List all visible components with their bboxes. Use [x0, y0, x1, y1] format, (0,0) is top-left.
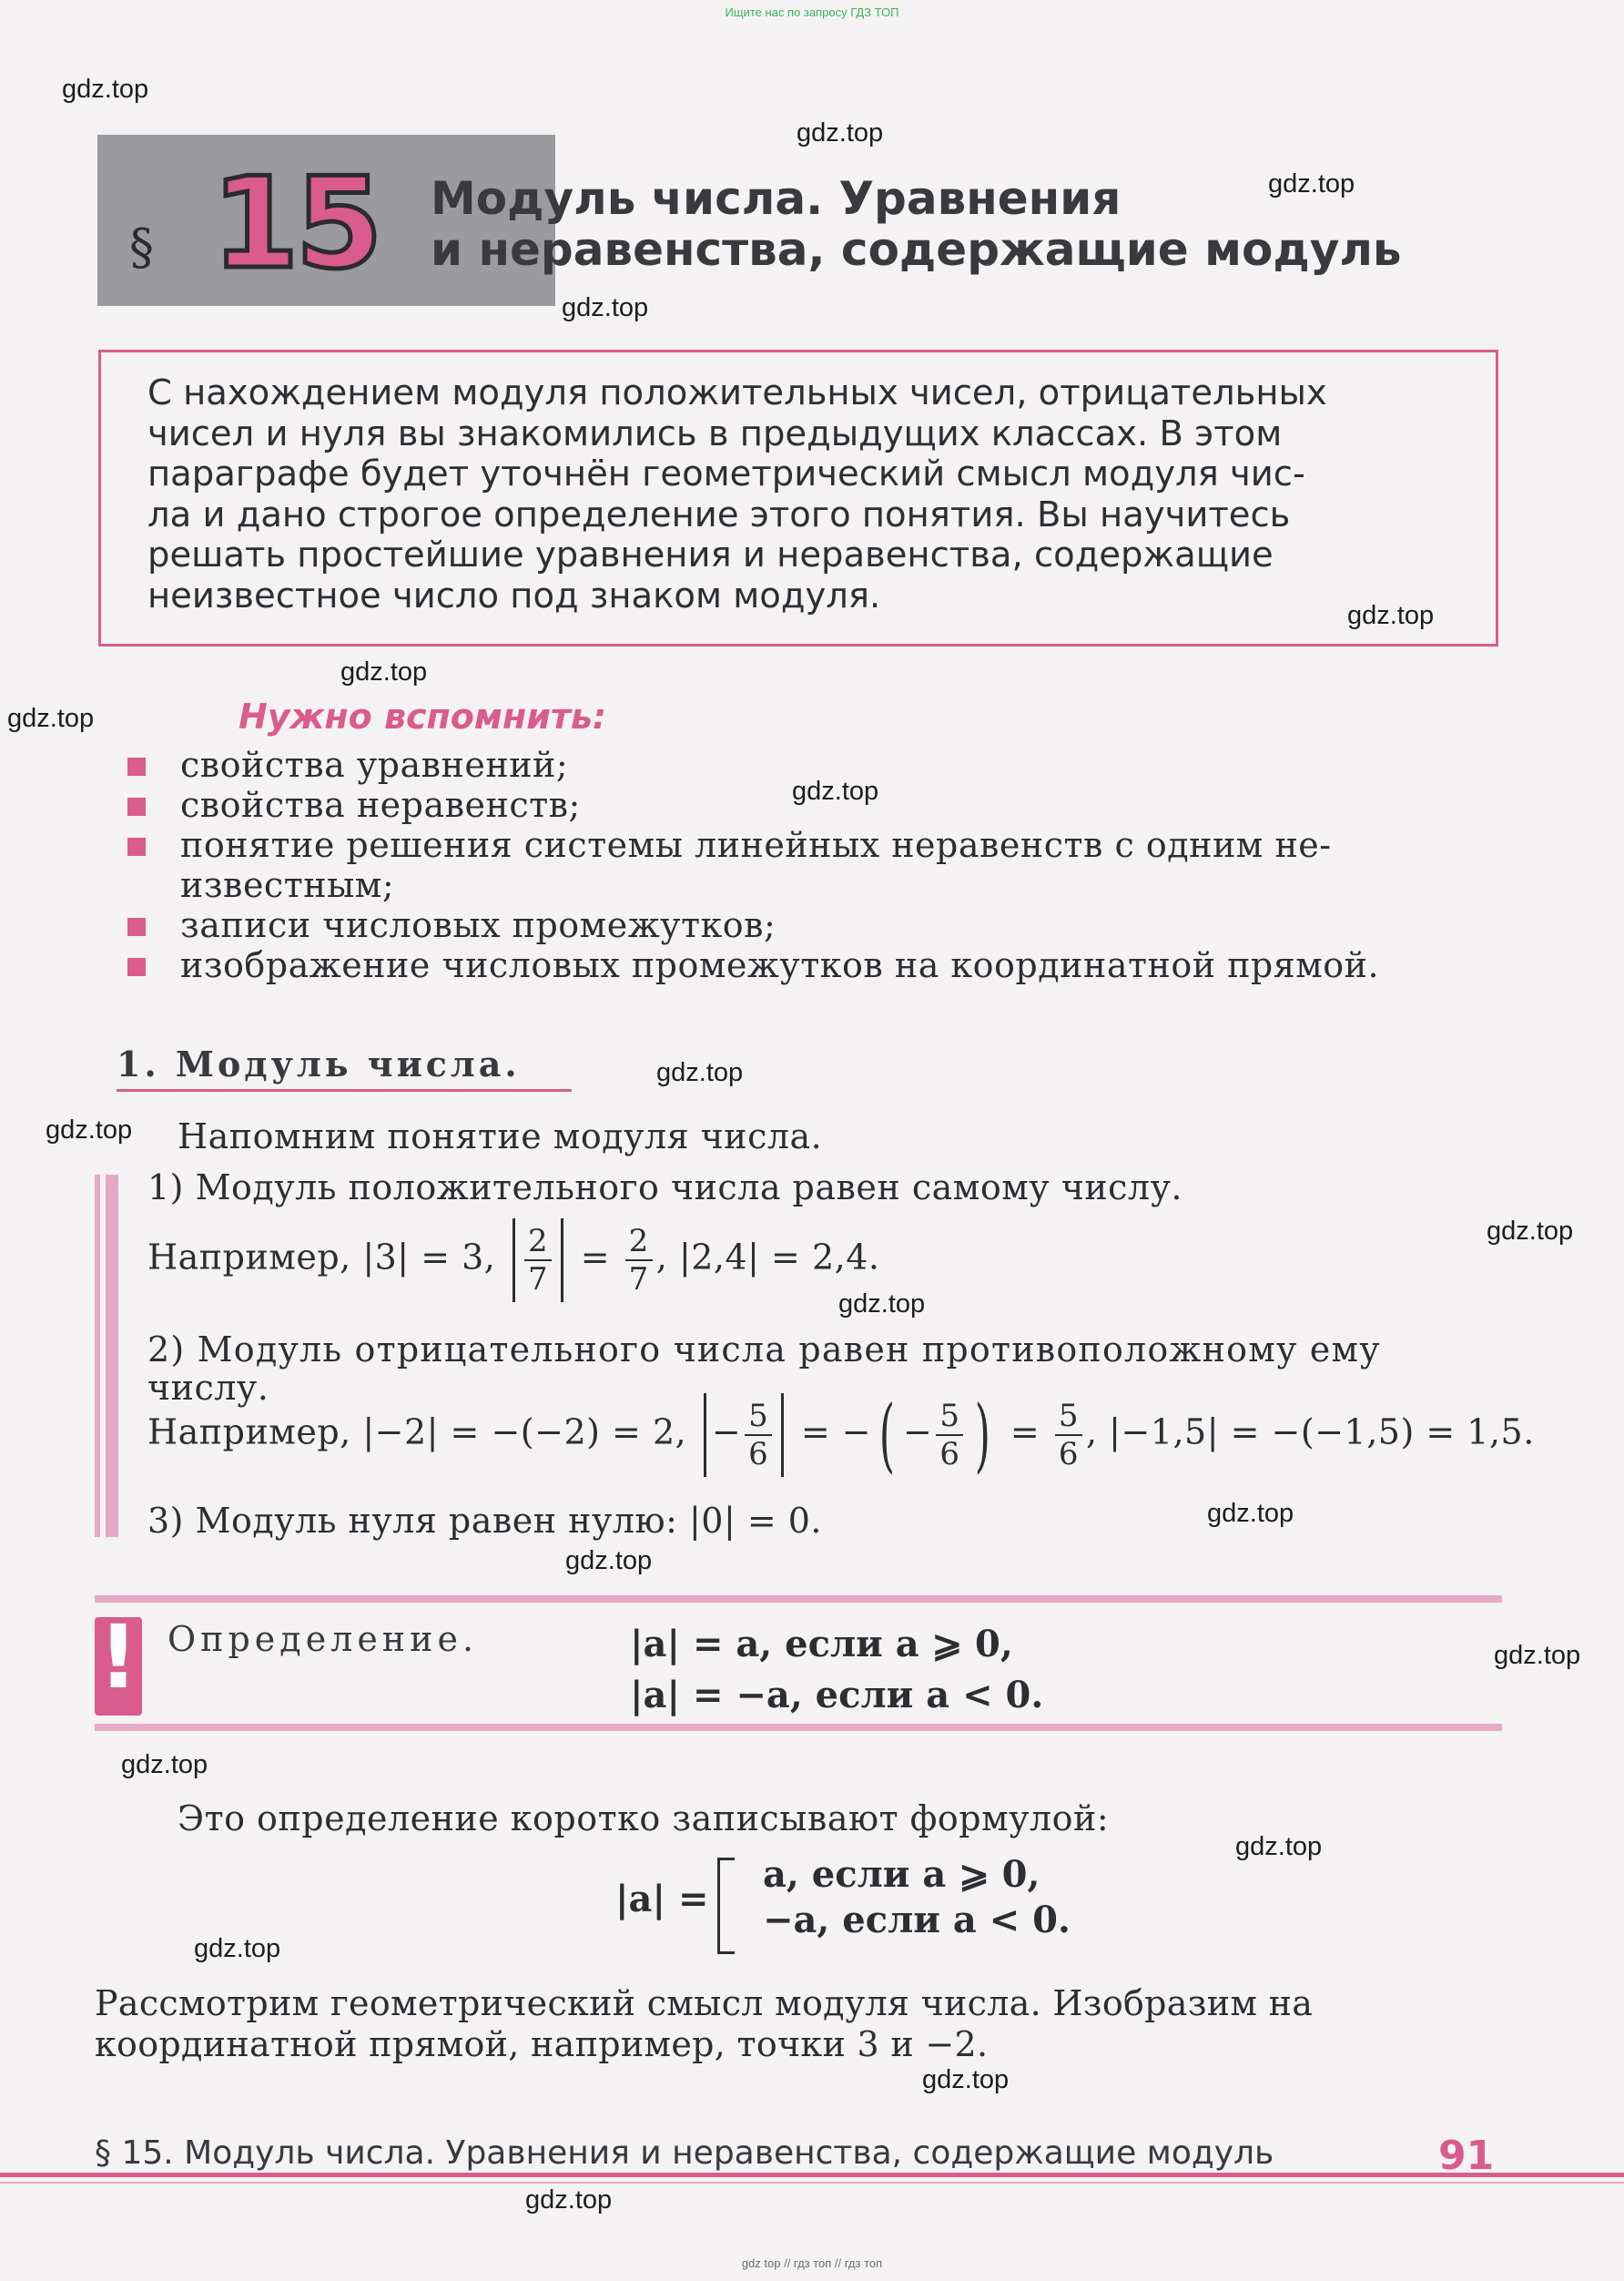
list-item-continuation: известным; — [180, 865, 395, 905]
definition-label: Определение. — [167, 1619, 479, 1659]
abs-bar — [781, 1393, 784, 1477]
section-title-line2: и неравенства, содержащие модуль — [431, 223, 1402, 276]
running-footer: § 15. Модуль числа. Уравнения и неравенства, содержащие модуль — [95, 2134, 1274, 2172]
exclamation-glyph: ! — [98, 1606, 138, 1708]
recall-text: Напомним понятие модуля числа. — [178, 1116, 823, 1156]
example-1: Например, |3| = 3, $\frac{2}{7}$ = $\frac{2}{7}$ , |2,4| = 2,4. — [147, 1218, 880, 1302]
intro-line: параграфе будет уточнён геометрический смысл модуля чис- — [147, 453, 1305, 495]
geometric-meaning-text — [95, 1983, 1500, 2065]
definition-band-top — [95, 1595, 1502, 1603]
bullet-icon — [127, 758, 146, 776]
section-symbol: § — [129, 219, 154, 276]
formula-cases — [763, 1852, 1071, 1943]
watermark: gdz.top — [922, 2065, 1010, 2094]
intro-line: чисел и нуля вы знакомились в предыдущих классах. В этом — [147, 412, 1283, 454]
list-item: свойства уравнений; — [127, 745, 1502, 785]
section-number: 15 — [211, 150, 380, 297]
watermark: gdz.top — [1235, 1832, 1323, 1861]
fraction: $\frac{2}{7}$ — [524, 1223, 552, 1298]
watermark: gdz.top — [340, 657, 428, 687]
fraction: $\frac{5}{6}$ — [745, 1398, 772, 1472]
intro-line: С нахождением модуля положительных чисел, отрицательных — [147, 372, 1327, 413]
left-paren: ( — [878, 1388, 896, 1482]
watermark: gdz.top — [797, 118, 884, 148]
rule-sidebar-thick — [106, 1175, 118, 1537]
section-title — [431, 173, 1523, 275]
definition-band-bottom — [95, 1724, 1502, 1731]
fraction: $\frac{5}{6}$ — [936, 1398, 963, 1472]
top-notice: Ищите нас по запросу ГДЗ ТОП — [725, 5, 899, 19]
watermark: gdz.top — [1494, 1641, 1581, 1670]
intro-line: решать простейшие уравнения и неравенства, содержащие — [147, 535, 1274, 576]
example-2: Например, |−2| = −(−2) = 2, − $\frac{5}{6}$ = −( − $\frac{5}{6}$ ) = $\frac{5}{6}$ , |−1,5| = −(−1,5) = 1,5. — [147, 1388, 1535, 1482]
abs-bar — [704, 1393, 706, 1477]
abs-bar — [513, 1218, 515, 1302]
watermark: gdz.top — [1268, 169, 1355, 199]
bullet-icon — [127, 958, 146, 976]
formula-lhs: |a| = — [615, 1878, 709, 1920]
rule-3: 3) Модуль нуля равен нулю: |0| = 0. — [147, 1501, 823, 1541]
formula-case1: a, если a ⩾ 0, — [763, 1853, 1040, 1896]
intro-line: ла и дано строгое определение этого понятия. Вы научитесь — [147, 494, 1291, 535]
list-item: понятие решения системы линейных неравенств с одним не- — [127, 825, 1502, 865]
fraction: $\frac{5}{6}$ — [1055, 1398, 1082, 1472]
case-brace — [717, 1858, 735, 1954]
bullet-icon — [127, 798, 146, 816]
definition-formula — [630, 1619, 1043, 1721]
watermark: gdz.top — [1487, 1217, 1574, 1246]
list-item: свойства неравенств; — [127, 785, 1502, 825]
footer-rule — [0, 2173, 1624, 2177]
bottom-notice: gdz top // гдз топ // гдз топ — [741, 2256, 883, 2270]
watermark: gdz.top — [562, 293, 649, 322]
watermark: gdz.top — [656, 1058, 744, 1087]
page-number: 91 — [1438, 2133, 1495, 2179]
definition-line1: |a| = a, если a ⩾ 0, — [630, 1623, 1013, 1665]
watermark: gdz.top — [194, 1934, 281, 1963]
watermark: gdz.top — [792, 777, 879, 806]
geometric-line1: Рассмотрим геометрический смысл модуля числа. Изобразим на — [95, 1983, 1314, 2023]
intro-line: неизвестное число под знаком модуля. — [147, 575, 881, 616]
formula-intro: Это определение коротко записывают формулой: — [178, 1798, 1110, 1838]
intro-text — [147, 373, 1458, 617]
abs-bar — [561, 1218, 563, 1302]
bullet-icon — [127, 918, 146, 936]
rule-1: 1) Модуль положительного числа равен самому числу. — [147, 1167, 1183, 1207]
watermark: gdz.top — [1207, 1499, 1294, 1528]
watermark: gdz.top — [1347, 601, 1435, 630]
rule-2-line2: числу. — [147, 1368, 269, 1408]
rule-sidebar-thin — [95, 1175, 100, 1537]
definition-line2: |a| = −a, если a < 0. — [630, 1674, 1044, 1716]
geometric-line2: координатной прямой, например, точки 3 и −2. — [95, 2024, 989, 2064]
watermark: gdz.top — [46, 1115, 133, 1145]
footer-rule-light — [0, 2182, 1624, 2184]
watermark: gdz.top — [838, 1289, 926, 1319]
right-paren: ) — [975, 1388, 991, 1482]
rule-2-line1: 2) Модуль отрицательного числа равен противоположному ему — [147, 1329, 1381, 1370]
fraction: $\frac{2}{7}$ — [625, 1223, 653, 1298]
watermark: gdz.top — [121, 1750, 208, 1779]
list-item: изображение числовых промежутков на координатной прямой. — [127, 945, 1502, 985]
watermark: gdz.top — [7, 704, 95, 733]
formula-case2: −a, если a < 0. — [763, 1899, 1071, 1941]
section-title-line1: Модуль числа. Уравнения — [431, 172, 1122, 225]
subsection-title: 1. Модуль числа. — [117, 1044, 521, 1084]
watermark: gdz.top — [62, 75, 149, 104]
need-to-remember-heading: Нужно вспомнить: — [239, 697, 607, 737]
bullet-icon — [127, 838, 146, 856]
subsection-underline — [117, 1089, 572, 1092]
list-item: записи числовых промежутков; — [127, 905, 1502, 945]
watermark: gdz.top — [565, 1546, 653, 1575]
watermark: gdz.top — [525, 2185, 613, 2215]
